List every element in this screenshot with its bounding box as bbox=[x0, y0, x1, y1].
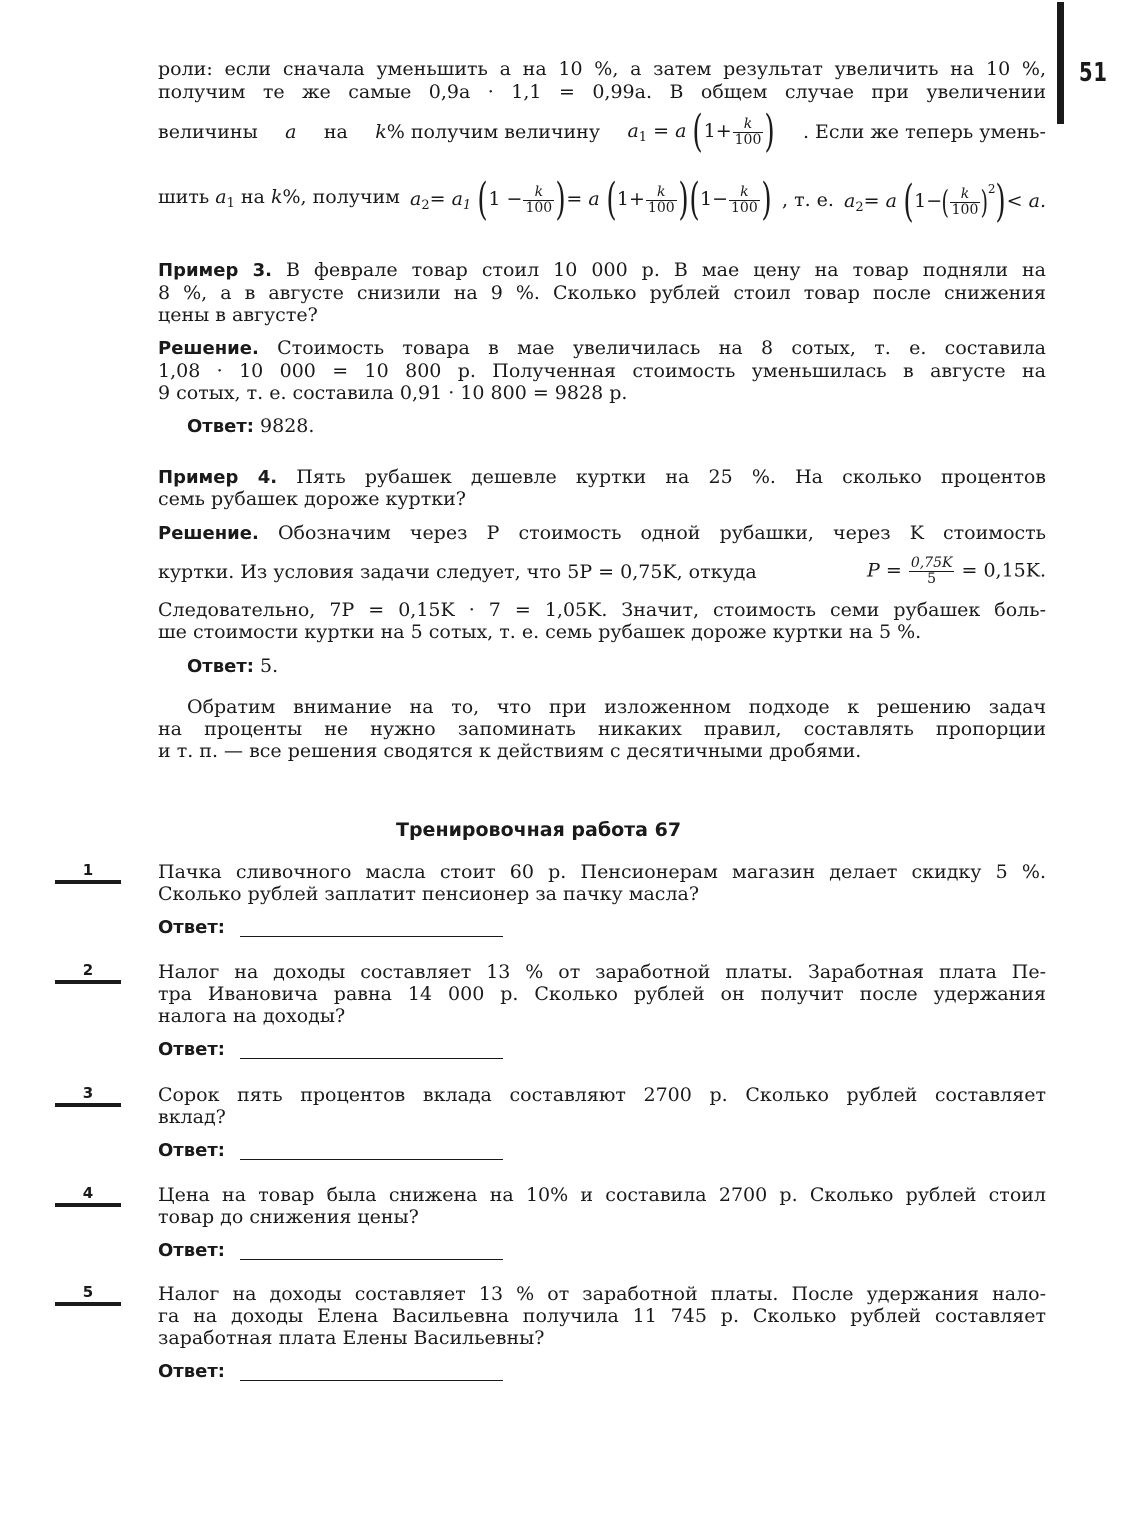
fraction-denominator: 5 bbox=[909, 571, 955, 587]
example4-label: Пример 4. bbox=[158, 467, 278, 488]
intro-line-3-end: . Если же теперь умень- bbox=[802, 121, 1046, 143]
formula-a1-sub-inline: 1 bbox=[462, 198, 472, 213]
exercise-text-line: заработная плата Елены Васильевны? bbox=[158, 1327, 545, 1349]
example3-label: Пример 3. bbox=[158, 260, 272, 281]
fraction-denominator: 100 bbox=[951, 201, 979, 218]
formula-a2-final bbox=[844, 176, 1046, 227]
intro-var-a1: a bbox=[215, 185, 227, 208]
fraction-numerator: k bbox=[534, 183, 544, 200]
exercise-text-line: Сорок пять процентов вклада составляют 2700 р. Сколько рублей составляет bbox=[158, 1084, 1046, 1106]
example4-solution-label: Решение. bbox=[158, 523, 259, 544]
paren-open: ( bbox=[903, 176, 914, 227]
example3-answer bbox=[187, 415, 314, 438]
paren-close-small: ) bbox=[980, 183, 989, 221]
example3-line-3: цены в августе? bbox=[158, 304, 318, 326]
exercise-text-line: Налог на доходы составляет 13 % от заработной платы. Заработная плата Пе- bbox=[158, 961, 1046, 983]
example3-answer-value: 9828. bbox=[260, 415, 315, 437]
page-edge-bar bbox=[1057, 2, 1064, 124]
example3-solution-text-1: Стоимость товара в мае увеличилась на 8 сотых, т. е. составила bbox=[277, 337, 1047, 359]
example4-line-1 bbox=[158, 466, 1046, 489]
fraction-numerator: k bbox=[960, 185, 970, 202]
formula-one-minus-3: 1− bbox=[914, 190, 943, 212]
example4-answer-label: Ответ: bbox=[187, 656, 254, 677]
exercise-text-line: Сколько рублей заплатит пенсионер за пачку масла? bbox=[158, 883, 700, 905]
exercise-text-line: налога на доходы? bbox=[158, 1005, 346, 1027]
intro-word-shit: шить bbox=[158, 185, 210, 208]
exercise-text-line: тра Ивановича равна 14 000 р. Сколько рублей он получит после удержания bbox=[158, 983, 1046, 1005]
exercise-number-rule bbox=[55, 1203, 121, 1207]
exercise-number: 3 bbox=[82, 1084, 94, 1102]
fraction-denominator: 100 bbox=[734, 131, 762, 148]
intro-line-1: роли: если сначала уменьшить a на 10 %, а затем результат увеличить на 10 %, bbox=[158, 58, 1046, 80]
exercise-text-line: вклад? bbox=[158, 1106, 226, 1128]
example4-solution-text-2: куртки. Из условия задачи следует, что 5P = 0,75K, откуда bbox=[158, 560, 757, 583]
formula-a2-var: a bbox=[410, 188, 422, 210]
intro-word-on: на bbox=[323, 121, 348, 143]
example3-line-2: 8 %, а в августе снизили на 9 %. Сколько рублей стоил товар после снижения bbox=[158, 282, 1046, 304]
example3-solution-line-2: 1,08 · 10 000 = 10 800 р. Полученная стоимость уменьшилась в августе на bbox=[158, 360, 1046, 382]
formula-a1 bbox=[627, 106, 776, 157]
exercise-text-line: га на доходы Елена Васильевна получила 11 745 р. Сколько рублей составляет bbox=[158, 1305, 1046, 1327]
page-number: 51 bbox=[1079, 58, 1108, 88]
intro-var-a: a bbox=[285, 121, 297, 143]
paren-open: ( bbox=[692, 106, 704, 157]
formula-one-minus-2: 1− bbox=[700, 188, 729, 210]
formula-eq-a: = a bbox=[566, 188, 600, 210]
paren-open: ( bbox=[477, 174, 488, 225]
fraction-numerator: k bbox=[657, 183, 666, 200]
note-line-2: на проценты не нужно запоминать никаких правил, составлять пропорции bbox=[158, 718, 1046, 740]
exercise-text-line: товар до снижения цены? bbox=[158, 1206, 419, 1228]
intro-percent-got: %, получим bbox=[282, 185, 400, 208]
exercise-number: 4 bbox=[82, 1184, 94, 1202]
intro-te: , т. е. bbox=[781, 189, 834, 211]
intro-word-value: величины bbox=[158, 121, 258, 143]
answer-blank-line[interactable] bbox=[240, 1159, 503, 1160]
intro-word-na: на bbox=[240, 185, 265, 208]
example4-solution-text-1: Обозначим через P стоимость одной рубашки, через K стоимость bbox=[277, 522, 1047, 544]
formula-a1-var: a bbox=[627, 120, 639, 142]
fraction-k-100 bbox=[646, 185, 677, 216]
example3-answer-label: Ответ: bbox=[187, 416, 254, 437]
example4-solution-line-2 bbox=[158, 556, 1046, 587]
example3-solution-line-3: 9 сотых, т. е. составила 0,91 · 10 800 = 9828 р. bbox=[158, 382, 628, 404]
formula-a2 bbox=[410, 174, 772, 225]
paren-close: ) bbox=[761, 174, 772, 225]
training-title: Тренировочная работа 67 bbox=[396, 819, 682, 841]
example3-line-1 bbox=[158, 259, 1046, 282]
answer-label: Ответ: bbox=[158, 1039, 225, 1060]
exercise-text-line: Пачка сливочного масла стоит 60 р. Пенсионерам магазин делает скидку 5 %. bbox=[158, 861, 1046, 883]
fraction-k-100 bbox=[729, 185, 760, 216]
fraction-denominator: 100 bbox=[525, 199, 553, 216]
paren-open: ( bbox=[689, 174, 700, 225]
formula-p bbox=[867, 556, 1046, 587]
intro-line-3 bbox=[158, 106, 1046, 157]
example4-answer-value: 5. bbox=[260, 655, 279, 677]
intro-var-a1-sub: 1 bbox=[226, 195, 235, 211]
answer-label: Ответ: bbox=[158, 917, 225, 938]
exercise-number-rule bbox=[55, 1103, 121, 1107]
answer-blank-line[interactable] bbox=[240, 936, 503, 937]
formula-a1-one-plus: 1+ bbox=[703, 120, 732, 142]
formula-square: 2 bbox=[987, 182, 996, 196]
fraction-k-100 bbox=[733, 117, 764, 148]
formula-a2-sub: 2 bbox=[421, 198, 430, 213]
formula-a1-eq: = a bbox=[653, 120, 687, 142]
formula-eq-a-final: = a bbox=[863, 190, 897, 212]
example4-solution-line-3: Следовательно, 7P = 0,15K · 7 = 1,05K. Значит, стоимость семи рубашек боль- bbox=[158, 599, 1046, 621]
paren-open-small: ( bbox=[941, 183, 950, 221]
fraction-denominator: 100 bbox=[647, 199, 675, 216]
formula-a2-eq: = a bbox=[429, 188, 463, 210]
answer-blank-line[interactable] bbox=[240, 1259, 503, 1260]
fraction-k-100 bbox=[523, 185, 554, 216]
intro-line-2: получим те же самые 0,9a · 1,1 = 0,99a. В общем случае при увеличении bbox=[158, 81, 1046, 103]
example4-answer bbox=[187, 655, 278, 678]
example3-text-1: В феврале товар стоил 10 000 р. В мае цену на товар подняли на bbox=[286, 259, 1047, 281]
fraction-denominator: 100 bbox=[731, 199, 758, 216]
formula-a2-var: a bbox=[844, 190, 856, 212]
intro-var-k: k bbox=[375, 121, 387, 143]
example3-solution-label: Решение. bbox=[158, 338, 259, 359]
formula-one-plus: 1+ bbox=[616, 188, 645, 210]
example3-solution-line-1 bbox=[158, 337, 1046, 360]
formula-one-minus: 1 − bbox=[488, 188, 523, 210]
answer-label: Ответ: bbox=[158, 1240, 225, 1261]
answer-blank-line[interactable] bbox=[240, 1380, 503, 1381]
example4-solution-line-1 bbox=[158, 522, 1046, 545]
answer-label: Ответ: bbox=[158, 1361, 225, 1382]
example4-solution-line-4: ше стоимости куртки на 5 сотых, т. е. семь рубашек дороже куртки на 5 %. bbox=[158, 621, 922, 643]
paren-close: ) bbox=[678, 174, 689, 225]
answer-label: Ответ: bbox=[158, 1140, 225, 1161]
exercise-text-line: Цена на товар была снижена на 10% и составила 2700 р. Сколько рублей стоил bbox=[158, 1184, 1046, 1206]
exercise-number: 5 bbox=[82, 1283, 94, 1301]
note-line-3: и т. п. — все решения сводятся к действиям с десятичными дробями. bbox=[158, 740, 862, 762]
exercise-number: 2 bbox=[82, 961, 94, 979]
exercise-number-rule bbox=[55, 880, 121, 884]
paren-close: ) bbox=[764, 106, 776, 157]
paren-close: ) bbox=[995, 176, 1007, 227]
intro-var-k2: k bbox=[270, 185, 283, 208]
fraction-k-100 bbox=[950, 187, 981, 218]
formula-less-than-a: < a. bbox=[1006, 190, 1046, 212]
exercise-number: 1 bbox=[82, 861, 94, 879]
formula-a1-sub: 1 bbox=[638, 130, 648, 145]
exercise-number-rule bbox=[55, 1302, 121, 1306]
example4-line-2: семь рубашек дороже куртки? bbox=[158, 488, 466, 510]
paren-open: ( bbox=[606, 174, 617, 225]
exercise-text-line: Налог на доходы составляет 13 % от заработной платы. После удержания нало- bbox=[158, 1283, 1046, 1305]
paren-close: ) bbox=[555, 174, 566, 225]
formula-a2-sub: 2 bbox=[855, 200, 864, 215]
intro-line-4 bbox=[158, 174, 1046, 227]
note-line-1: Обратим внимание на то, что при изложенном подходе к решению задач bbox=[187, 696, 1046, 718]
formula-p-result: = 0,15K. bbox=[961, 559, 1046, 582]
answer-blank-line[interactable] bbox=[240, 1058, 503, 1059]
fraction-numerator: k bbox=[743, 115, 753, 132]
formula-p-eq: P = bbox=[867, 559, 902, 582]
intro-percent-text: % получим величину bbox=[386, 121, 601, 143]
fraction-numerator: k bbox=[740, 183, 749, 200]
fraction-075k-5 bbox=[909, 556, 955, 587]
example4-text-1: Пять рубашек дешевле куртки на 25 %. На сколько процентов bbox=[296, 466, 1046, 488]
exercise-number-rule bbox=[55, 980, 121, 984]
fraction-numerator: 0,75K bbox=[910, 555, 953, 571]
